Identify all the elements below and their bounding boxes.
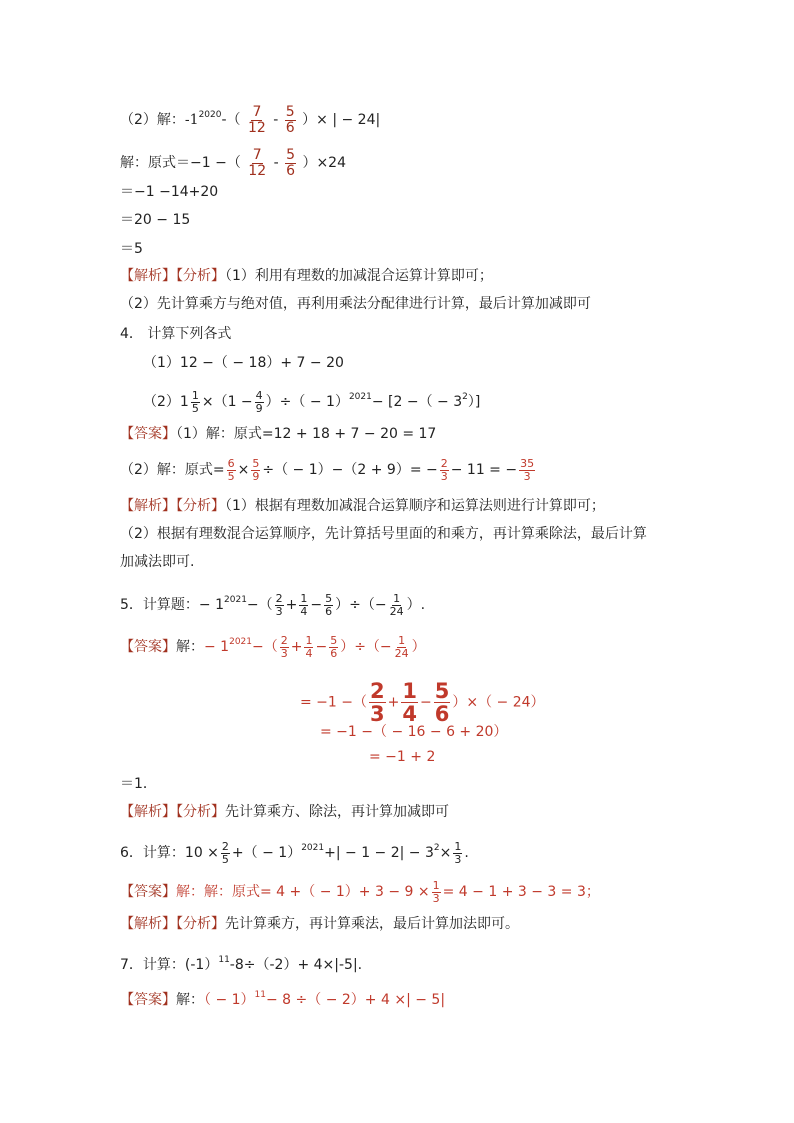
q6-answer: 【答案】解：解：原式= 4 +（ − 1）+ 3 − 9 × $\frac{1}{3}$ = 4 − 1 + 3 − 3 = 3；: [120, 879, 600, 905]
q5-title: 5．计算题：− $1^{2021}-$（ $\frac{2}{3}$ + $\frac{1}{4}$ − $\frac{5}{6}$ ）÷（− $\frac{1}{24}$ ）.: [120, 591, 426, 618]
q3-analysis-1: 【解析】【分析】（1）利用有理数的加减混合运算计算即可；: [120, 268, 493, 284]
q3-step-1: ＝−1 −14+20: [120, 184, 219, 200]
analysis-tag: 【解析】【分析】: [120, 268, 225, 284]
fraction-5-6: $\frac{5}{6}$: [286, 147, 295, 179]
q6-analysis: 【解析】【分析】先计算乘方，再计算乘法，最后计算加法即可。: [120, 916, 519, 932]
q4-analysis-3: 加减法即可.: [120, 554, 195, 570]
q5-result: ＝1．: [120, 776, 157, 792]
fraction-4-9: $\frac{4}{9}$: [255, 388, 263, 415]
q3-step-3: ＝5: [120, 241, 143, 257]
q5-step-2: = −1 −（ − 16 − 6 + 20）: [320, 724, 508, 740]
analysis-tag: 【解析】【分析】: [120, 498, 225, 514]
q4-analysis-2: （2）根据有理数混合运算顺序，先计算括号里面的和乘方，再计算乘除法，最后计算: [120, 526, 647, 542]
q7-answer: 【答案】解：（ − 1）$^{11}$− 8 ÷（ − 2）+ 4 ×| − 5|: [120, 990, 446, 1008]
analysis-tag: 【解析】【分析】: [120, 916, 225, 932]
q4-part-2: （2） 1 $\frac{1}{5}$ ×（1 − $\frac{4}{9}$ ）÷（ − 1）$^{2021}$− [2 −（ − $3^2$）]: [143, 388, 481, 415]
q4-part-1: （1）12 −（ − 18）+ 7 − 20: [143, 355, 344, 371]
q4-analysis-1: 【解析】【分析】（1）根据有理数加减混合运算顺序和运算法则进行计算即可；: [120, 498, 605, 514]
q3-step-2: ＝20 − 15: [120, 212, 191, 228]
q5-step-3: = −1 + 2: [369, 749, 436, 765]
q6-title: 6．计算：10 × $\frac{2}{5}$ +（ − $1)^{2021}+| - 1 - 2| - 3^2\times$ $\frac{1}{3}$ .: [120, 839, 469, 866]
q7-title: 7．计算：(-1）$^{11}$-8÷（-2）+ 4×|-5|.: [120, 955, 363, 973]
fraction-5-6: $\frac{5}{6}$: [285, 104, 295, 136]
answer-tag: 【答案】: [120, 639, 176, 655]
q3-sol2-line: （2）解：$-1^{2020}-$（ $\frac{7}{12}$ - $\frac{5}{6}$ ）× | − 24|: [120, 104, 381, 136]
mixed-number-1-1-5: 1 $\frac{1}{5}$: [179, 388, 199, 415]
q5-analysis: 【解析】【分析】先计算乘方、除法，再计算加减即可: [120, 804, 449, 820]
q3-analysis-2: （2）先计算乘方与绝对值，再利用乘法分配律进行计算，最后计算加减即可: [120, 296, 591, 312]
q3-original-expression: 解：原式＝−1 −（ $\frac{7}{12}$ - $\frac{5}{6}$ ）×24: [120, 147, 346, 179]
answer-tag: 【答案】: [120, 426, 176, 442]
q5-step-1: = −1 −（ $\frac{2}{3}$ + $\frac{1}{4}$ − $\frac{5}{6}$ ）×（ − 24）: [300, 679, 545, 727]
fraction-7-12: $\frac{7}{12}$: [248, 147, 267, 179]
analysis-tag: 【解析】【分析】: [120, 804, 225, 820]
answer-tag: 【答案】: [120, 884, 176, 901]
q4-answer-1: 【答案】（1）解：原式=12 + 18 + 7 − 20 = 17: [120, 426, 437, 442]
fraction-7-12: $\frac{7}{12}$: [247, 104, 266, 136]
q4-title: 4． 计算下列各式: [120, 326, 232, 342]
q4-answer-2: （2）解：原式= $\frac{6}{5}$ × $\frac{5}{9}$ ÷（ − 1）−（2 + 9）= − $\frac{2}{3}$ − 11 = − $\frac{35}{3}$: [120, 457, 535, 483]
q5-answer-line: 【答案】解：− $1^{2021}-$（ $\frac{2}{3}$ + $\frac{1}{4}$ − $\frac{5}{6}$ ）÷（− $\frac{1}{24}$ ）: [120, 633, 426, 660]
answer-tag: 【答案】: [120, 992, 176, 1008]
